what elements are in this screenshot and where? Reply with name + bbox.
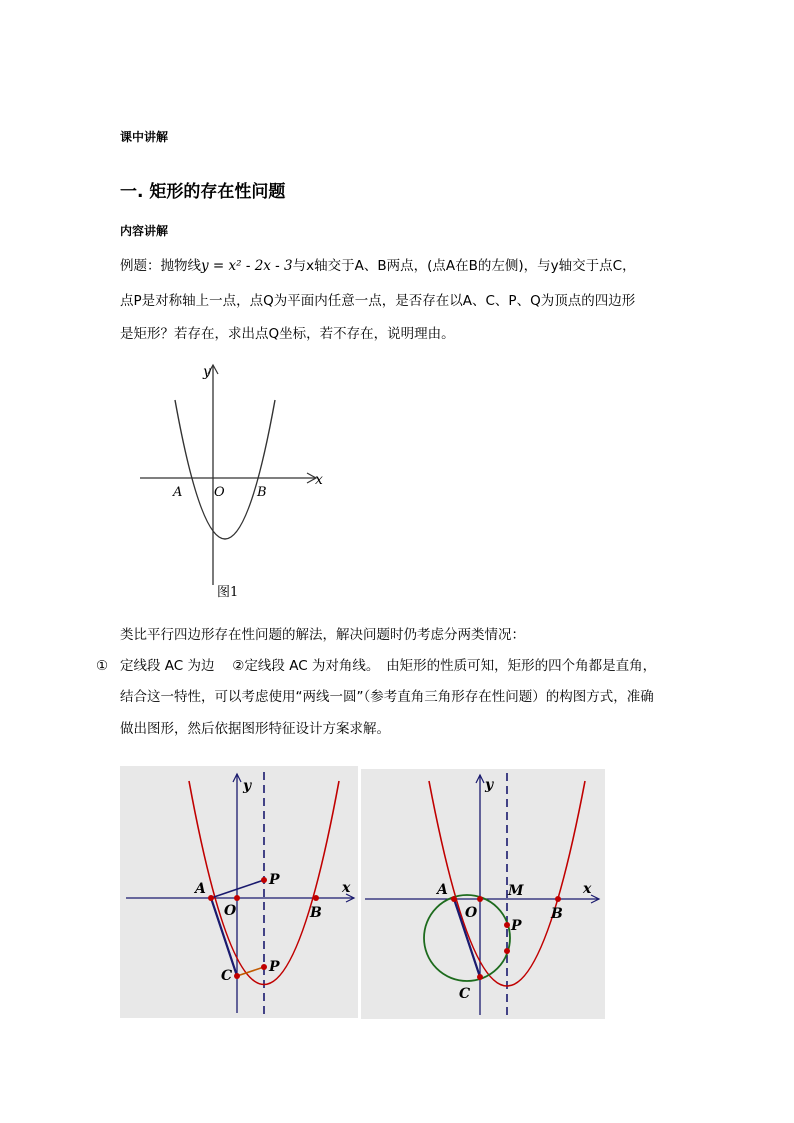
point-a bbox=[451, 896, 457, 902]
figure-3-ac-as-diagonal bbox=[361, 769, 605, 1019]
content-subheading: 内容讲解 bbox=[120, 224, 169, 238]
case-one-marker: ① bbox=[96, 658, 109, 674]
point-p-lower bbox=[504, 948, 510, 954]
point-c-label: C bbox=[221, 968, 233, 984]
point-p-upper-label: P bbox=[269, 872, 280, 888]
y-axis-label: y bbox=[243, 778, 252, 794]
point-a-label: A bbox=[437, 882, 448, 898]
analysis-line-1: 类比平行四边形存在性问题的解法，解决问题时仍考虑分两类情况： bbox=[120, 627, 525, 643]
point-p-lower-label: P bbox=[269, 959, 280, 975]
point-p-upper bbox=[261, 877, 267, 883]
lesson-label: 课中讲解 bbox=[120, 130, 169, 144]
figure-1-parabola bbox=[135, 360, 335, 605]
point-b-label: B bbox=[257, 485, 267, 500]
example-line-2: 点P是对称轴上一点，点Q为平面内任意一点，是否存在以A、C、P、Q为顶点的四边形 bbox=[120, 293, 636, 309]
analysis-line-3: 结合这一特性，可以考虑使用“两线一圆”（参考直角三角形存在性问题）的构图方式，准确 bbox=[120, 689, 654, 705]
point-p-label: P bbox=[511, 918, 522, 934]
point-b bbox=[555, 896, 561, 902]
y-axis-label: y bbox=[203, 364, 211, 380]
point-c bbox=[234, 973, 240, 979]
figure-1-caption: 图1 bbox=[217, 585, 239, 600]
section-title: 一. 矩形的存在性问题 bbox=[120, 182, 286, 202]
point-p-lower bbox=[261, 964, 267, 970]
point-o bbox=[234, 895, 240, 901]
point-b-label: B bbox=[551, 906, 563, 922]
x-axis-label: x bbox=[342, 880, 351, 896]
point-b-label: B bbox=[310, 905, 322, 921]
figure-2-ac-as-side bbox=[120, 766, 358, 1018]
x-axis-label: x bbox=[315, 472, 323, 488]
point-a-label: A bbox=[195, 881, 206, 897]
parabola-curve bbox=[175, 400, 275, 539]
point-a-label: A bbox=[173, 485, 183, 500]
example-prefix: 例题：抛物线 bbox=[120, 258, 201, 274]
example-line-3: 是矩形？若存在，求出点Q坐标，若不存在，说明理由。 bbox=[120, 326, 455, 342]
point-b bbox=[313, 895, 319, 901]
point-p-upper bbox=[504, 922, 510, 928]
point-c-label: C bbox=[459, 986, 471, 1002]
example-line-1 bbox=[120, 256, 636, 276]
point-o-label: O bbox=[214, 485, 225, 500]
point-c bbox=[477, 974, 483, 980]
analysis-line-2: 定线段 AC 为边 ②定线段 AC 为对角线。 由矩形的性质可知，矩形的四个角都是直角， bbox=[120, 658, 657, 674]
point-m-label: M bbox=[508, 883, 524, 899]
point-o-label: O bbox=[224, 903, 237, 919]
point-o-label: O bbox=[465, 905, 478, 921]
point-o bbox=[477, 896, 483, 902]
figure-2-background bbox=[120, 766, 358, 1018]
x-axis-label: x bbox=[583, 881, 592, 897]
analysis-line-4: 做出图形，然后依据图形特征设计方案求解。 bbox=[120, 721, 390, 737]
point-a bbox=[208, 895, 214, 901]
example-equation: y = x² - 2x - 3 bbox=[201, 258, 293, 274]
figure-3-background bbox=[361, 769, 605, 1019]
y-axis-label: y bbox=[485, 777, 494, 793]
example-line1-rest: 与x轴交于A、B两点，(点A在B的左侧)，与y轴交于点C， bbox=[292, 258, 636, 274]
